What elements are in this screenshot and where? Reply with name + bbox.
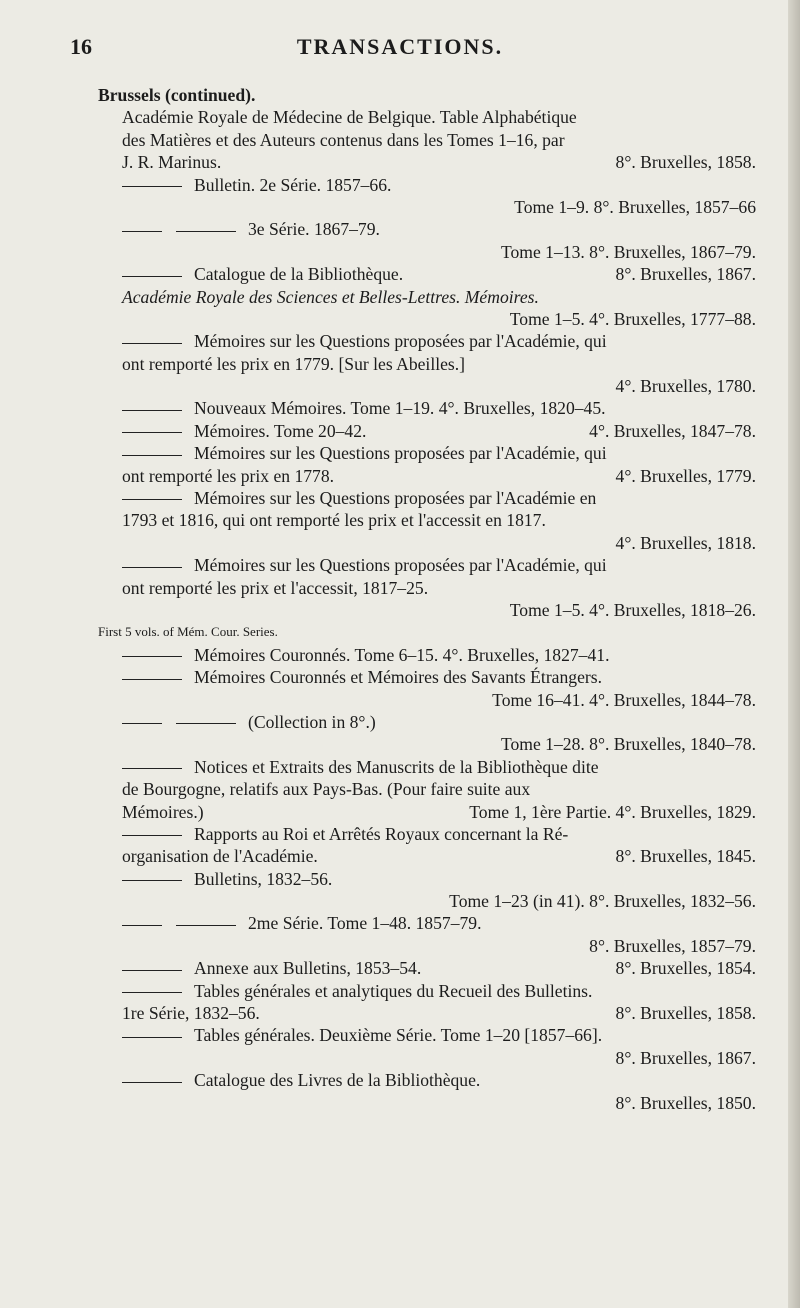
entry-text: Rapports au Roi et Arrêtés Royaux concernant la Ré- (194, 823, 569, 844)
entry-text: 1re Série, 1832–56. (122, 1003, 260, 1024)
imprint: Tome 1–28. 8°. Bruxelles, 1840–78. (500, 734, 756, 755)
ditto-rule (122, 231, 162, 232)
imprint: 4°. Bruxelles, 1780. (615, 376, 756, 397)
running-title: TRANSACTIONS. (296, 34, 504, 59)
ditto-rule (122, 455, 182, 456)
line-41 (98, 1002, 756, 1024)
imprint: Tome 1, 1ère Partie. 4°. Bruxelles, 1829. (469, 801, 756, 822)
entry-text: Nouveaux Mémoires. Tome 1–19. 4°. Bruxelles, 1820–45. (194, 398, 606, 419)
imprint: Tome 1–5. 4°. Bruxelles, 1777–88. (509, 308, 756, 329)
entry-text: Catalogue des Livres de la Bibliothèque. (194, 1070, 481, 1091)
entry-text: Tables générales et analytiques du Recueil des Bulletins. (194, 980, 593, 1001)
entry-text: Mémoires Couronnés. Tome 6–15. 4°. Bruxelles, 1827–41. (194, 644, 610, 665)
line-45 (98, 1092, 756, 1114)
imprint: 8°. Bruxelles, 1845. (615, 846, 756, 867)
line-39 (98, 957, 756, 979)
entry-text: Mémoires Couronnés et Mémoires des Savants Étrangers. (194, 667, 602, 688)
line-12 (98, 353, 756, 375)
entry-text: 3e Série. 1867–79. (248, 219, 380, 240)
entry-text: 2me Série. Tome 1–48. 1857–79. (248, 913, 482, 934)
line-13 (98, 375, 756, 397)
imprint: 4°. Bruxelles, 1847–78. (589, 420, 756, 441)
entry-text: Mémoires sur les Questions proposées par l'Académie en (194, 488, 597, 509)
entry-text: (Collection in 8°.) (248, 711, 376, 732)
ditto-rule (122, 432, 182, 433)
imprint: Tome 1–9. 8°. Bruxelles, 1857–66 (514, 196, 756, 217)
ditto-rule (122, 343, 182, 344)
entry-text: Notices et Extraits des Manuscrits de la Bibliothèque dite (194, 756, 599, 777)
ditto-rule (176, 925, 236, 926)
ditto-rule (122, 679, 182, 680)
line-16 (98, 442, 756, 464)
ditto-rule (122, 410, 182, 411)
entry-text: ont remporté les prix en 1778. (122, 465, 335, 486)
line-14 (98, 397, 756, 419)
entry-text: Annexe aux Bulletins, 1853–54. (194, 958, 422, 979)
line-11 (98, 330, 756, 352)
ditto-rule (176, 231, 236, 232)
imprint: 8°. Bruxelles, 1867. (615, 264, 756, 285)
line-18 (98, 487, 756, 509)
entry-text: Mémoires. Tome 20–42. (194, 420, 367, 441)
line-24 (98, 621, 756, 643)
ditto-rule (122, 723, 162, 724)
line-30 (98, 756, 756, 778)
page-header (0, 0, 800, 60)
line-21 (98, 554, 756, 576)
line-2 (98, 129, 756, 151)
imprint: 8°. Bruxelles, 1854. (615, 958, 756, 979)
entry-text: Mémoires.) (122, 801, 204, 822)
imprint: 8°. Bruxelles, 1850. (615, 1092, 756, 1113)
line-4 (98, 174, 756, 196)
entry-text: de Bourgogne, relatifs aux Pays-Bas. (Pour faire suite aux (122, 779, 531, 800)
imprint: 4°. Bruxelles, 1779. (615, 465, 756, 486)
ditto-rule (176, 723, 236, 724)
line-40 (98, 980, 756, 1002)
imprint: 8°. Bruxelles, 1867. (615, 1047, 756, 1068)
ditto-rule (122, 768, 182, 769)
line-9 (98, 286, 756, 308)
entry-text: Bulletin. 2e Série. 1857–66. (194, 174, 392, 195)
ditto-rule (122, 970, 182, 971)
entry-text: des Matières et des Auteurs contenus dans les Tomes 1–16, par (122, 129, 565, 150)
line-35 (98, 868, 756, 890)
imprint: 8°. Bruxelles, 1858. (615, 1003, 756, 1024)
ditto-rule (122, 1037, 182, 1038)
line-20 (98, 532, 756, 554)
line-43 (98, 1047, 756, 1069)
ditto-rule (122, 925, 162, 926)
line-36 (98, 890, 756, 912)
line-34 (98, 845, 756, 867)
entry-text: organisation de l'Académie. (122, 846, 318, 867)
entry-text: 1793 et 1816, qui ont remporté les prix et l'accessit en 1817. (122, 510, 546, 531)
imprint: Tome 1–5. 4°. Bruxelles, 1818–26. (509, 599, 756, 620)
line-27 (98, 689, 756, 711)
note-text: First 5 vols. of Mém. Cour. Series. (98, 624, 278, 640)
line-29 (98, 733, 756, 755)
line-17 (98, 465, 756, 487)
ditto-rule (122, 567, 182, 568)
page-edge (788, 0, 800, 1308)
line-8 (98, 263, 756, 285)
ditto-rule (122, 880, 182, 881)
ditto-rule (122, 835, 182, 836)
ditto-rule (122, 1082, 182, 1083)
line-38 (98, 935, 756, 957)
line-6 (98, 218, 756, 240)
ditto-rule (122, 276, 182, 277)
line-42 (98, 1024, 756, 1046)
line-19 (98, 509, 756, 531)
entry-text: ont remporté les prix et l'accessit, 1817–25. (122, 577, 429, 598)
line-32 (98, 801, 756, 823)
imprint: Tome 1–23 (in 41). 8°. Bruxelles, 1832–56. (449, 891, 756, 912)
line-37 (98, 912, 756, 934)
line-22 (98, 577, 756, 599)
entry-text: Mémoires sur les Questions proposées par l'Académie, qui (194, 555, 607, 576)
imprint: 8°. Bruxelles, 1858. (615, 152, 756, 173)
entry-text: Tables générales. Deuxième Série. Tome 1–20 [1857–66]. (194, 1025, 603, 1046)
line-26 (98, 666, 756, 688)
line-3 (98, 151, 756, 173)
ditto-rule (122, 656, 182, 657)
line-25 (98, 644, 756, 666)
ditto-rule (122, 186, 182, 187)
entry-heading: Académie Royale des Sciences et Belles-Lettres. Mémoires. (122, 286, 539, 307)
line-7 (98, 241, 756, 263)
entry-text: Mémoires sur les Questions proposées par l'Académie, qui (194, 331, 607, 352)
catalogue-text (98, 84, 756, 1114)
entry-text: Bulletins, 1832–56. (194, 868, 333, 889)
ditto-rule (122, 499, 182, 500)
entry-text: Catalogue de la Bibliothèque. (194, 264, 404, 285)
line-31 (98, 778, 756, 800)
imprint: Tome 16–41. 4°. Bruxelles, 1844–78. (492, 689, 756, 710)
line-15 (98, 420, 756, 442)
ditto-rule (122, 992, 182, 993)
line-23 (98, 599, 756, 621)
imprint: 4°. Bruxelles, 1818. (615, 532, 756, 553)
line-28 (98, 711, 756, 733)
page-number: 16 (70, 34, 92, 59)
line-5 (98, 196, 756, 218)
entry-heading: Académie Royale de Médecine de Belgique. Table Alphabétique (122, 107, 577, 128)
entry-text: Mémoires sur les Questions proposées par l'Académie, qui (194, 443, 607, 464)
line-0 (98, 84, 756, 106)
entry-text: J. R. Marinus. (122, 152, 222, 173)
line-33 (98, 823, 756, 845)
line-44 (98, 1069, 756, 1091)
section-heading: Brussels (continued). (98, 85, 256, 105)
imprint: 8°. Bruxelles, 1857–79. (589, 935, 756, 956)
line-1 (98, 106, 756, 128)
line-10 (98, 308, 756, 330)
entry-text: ont remporté les prix en 1779. [Sur les Abeilles.] (122, 353, 466, 374)
imprint: Tome 1–13. 8°. Bruxelles, 1867–79. (500, 241, 756, 262)
